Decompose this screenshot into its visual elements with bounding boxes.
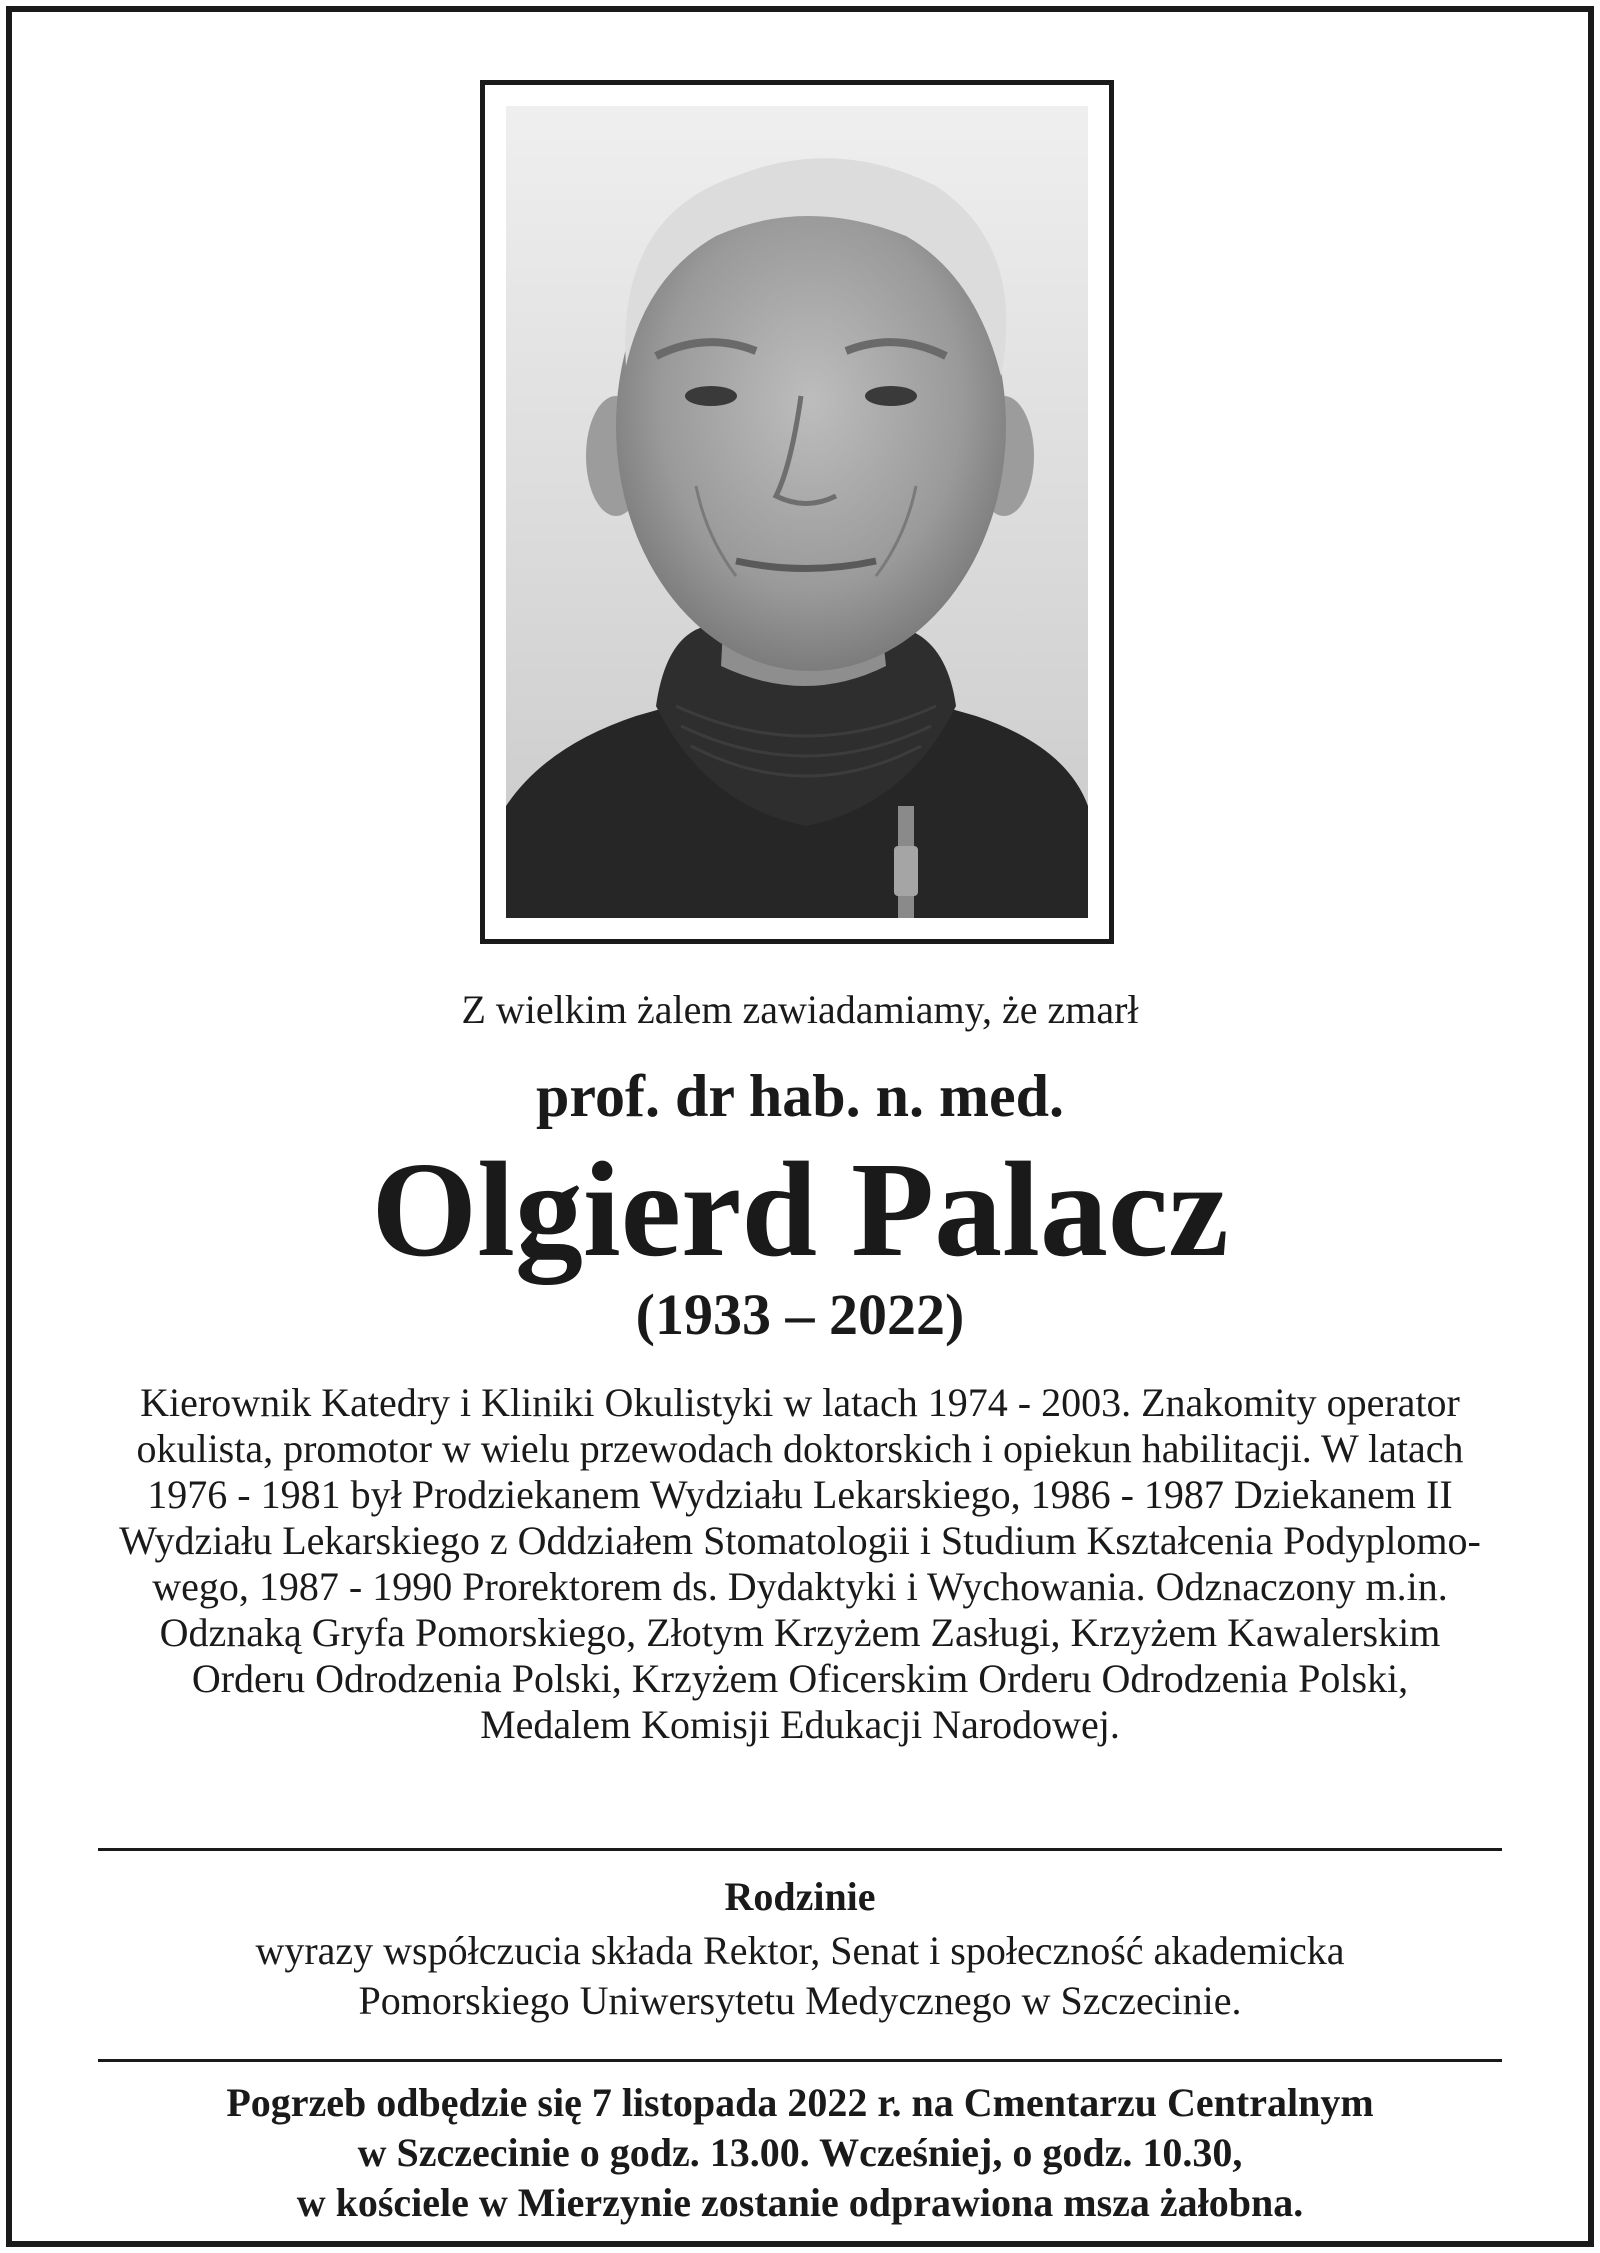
bio-line: Kierownik Katedry i Kliniki Okulistyki w latach 1974 - 2003. Znakomity operator [140,1380,1460,1425]
life-years: (1933 – 2022) [635,1282,965,1347]
condolences-line: Pomorskiego Uniwersytetu Medycznego w Szczecinie. [358,1978,1242,2023]
bio-line: Medalem Komisji Edukacji Narodowej. [480,1702,1120,1747]
portrait-photo [506,106,1088,918]
deceased-name: Olgierd Palacz [371,1135,1229,1285]
condolences-text [0,1926,1600,2026]
intro-text: Z wielkim żalem zawiadamiamy, że zmarł [461,987,1139,1032]
portrait-frame [480,80,1114,944]
divider [98,2059,1502,2062]
funeral-line: w kościele w Mierzynie zostanie odprawiona msza żałobna. [296,2180,1304,2225]
portrait-illustration [506,106,1088,918]
divider [98,1848,1502,1851]
funeral-info [0,2078,1600,2228]
bio-line: Wydziału Lekarskiego z Oddziałem Stomatologii i Studium Kształcenia Podyplomo- [119,1518,1481,1563]
bio-line: Orderu Odrodzenia Polski, Krzyżem Oficerskim Orderu Odrodzenia Polski, [191,1656,1409,1701]
funeral-line: Pogrzeb odbędzie się 7 listopada 2022 r. na Cmentarzu Centralnym [226,2080,1374,2125]
biography [50,1380,1550,1748]
bio-line: okulista, promotor w wielu przewodach doktorskich i opiekun habilitacji. W latach [136,1426,1464,1471]
condolences-title: Rodzinie [724,1874,876,1919]
bio-line: wego, 1987 - 1990 Prorektorem ds. Dydaktyki i Wychowania. Odznaczony m.in. [152,1564,1448,1609]
bio-line: Odznaką Gryfa Pomorskiego, Złotym Krzyżem Zasługi, Krzyżem Kawalerskim [159,1610,1441,1655]
funeral-line: w Szczecinie o godz. 13.00. Wcześniej, o godz. 10.30, [357,2130,1243,2175]
bio-line: 1976 - 1981 był Prodziekanem Wydziału Lekarskiego, 1986 - 1987 Dziekanem II [147,1472,1453,1517]
academic-title: prof. dr hab. n. med. [536,1063,1064,1129]
condolences-line: wyrazy współczucia składa Rektor, Senat i społeczność akademicka [255,1928,1345,1973]
